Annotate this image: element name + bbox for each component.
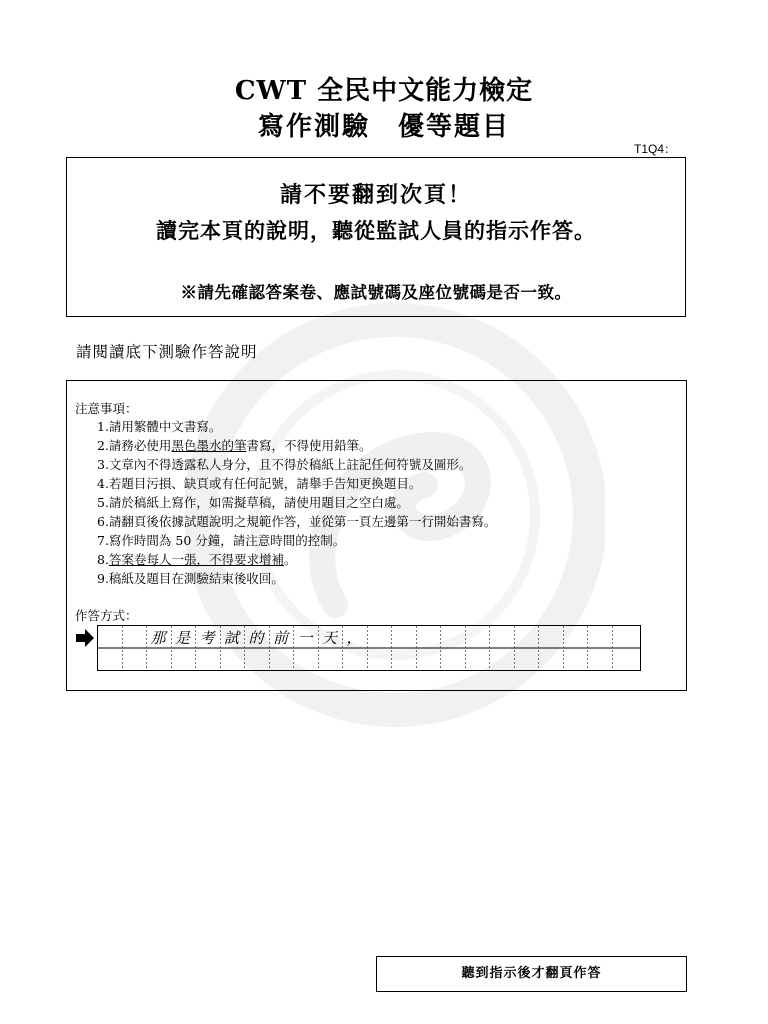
- example-char: 一: [297, 629, 313, 647]
- notice-line-1: 請不要翻到次頁！: [279, 182, 472, 208]
- rule-item: 3.文章內不得透露私人身分，且不得於稿紙上註記任何符號及圖形。: [97, 457, 472, 472]
- rules-box: [66, 380, 687, 691]
- rule-item: 4.若題目污損、缺頁或有任何記號，請舉手告知更換題目。: [97, 476, 422, 491]
- footer-instruction: 聽到指示後才翻頁作答: [376, 956, 687, 992]
- rules-list: [97, 417, 496, 588]
- example-char: 是: [174, 629, 190, 647]
- example-char: 考: [199, 629, 215, 647]
- example-char: 天: [321, 629, 337, 647]
- instructions-intro: 請閱讀底下測驗作答說明: [76, 343, 258, 361]
- example-char: 那: [150, 629, 166, 647]
- example-row: [97, 627, 641, 649]
- example-char: ，: [346, 629, 362, 647]
- notice-line-3: ※請先確認答案卷、應試號碼及座位號碼是否一致。: [180, 283, 572, 302]
- rules-heading: 注意事項：: [75, 401, 138, 416]
- rule-item: 5.請於稿紙上寫作，如需擬草稿，請使用題目之空白處。: [97, 495, 409, 510]
- method-heading: 作答方式：: [75, 608, 138, 623]
- example-char: 的: [248, 629, 264, 647]
- notice-box: [66, 157, 686, 317]
- rule-item: 6.請翻頁後依據試題說明之規範作答，並從第一頁左邊第一行開始書寫。: [97, 514, 497, 529]
- rule-item: 7.寫作時間為 50 分鐘，請注意時間的控制。: [97, 533, 346, 548]
- page-subtitle: 寫作測驗 優等題目: [257, 112, 510, 142]
- question-code: T1Q4：: [633, 142, 676, 156]
- rule-item: 8.答案卷每人一張，不得要求增補。: [97, 552, 297, 567]
- example-char: 前: [272, 629, 288, 647]
- writing-grid: [97, 625, 641, 671]
- rule-item: 1.請用繁體中文書寫。: [97, 419, 222, 434]
- notice-line-2: 讀完本頁的說明，聽從監試人員的指示作答。: [156, 218, 596, 243]
- example-char: 試: [223, 629, 239, 647]
- page-title: CWT 全民中文能力檢定: [234, 76, 534, 106]
- rule-item: 9.稿紙及題目在測驗結束後收回。: [97, 571, 284, 586]
- arrow-right-icon: [75, 628, 95, 648]
- rule-item: 2.請務必使用黑色墨水的筆書寫，不得使用鉛筆。: [97, 438, 372, 453]
